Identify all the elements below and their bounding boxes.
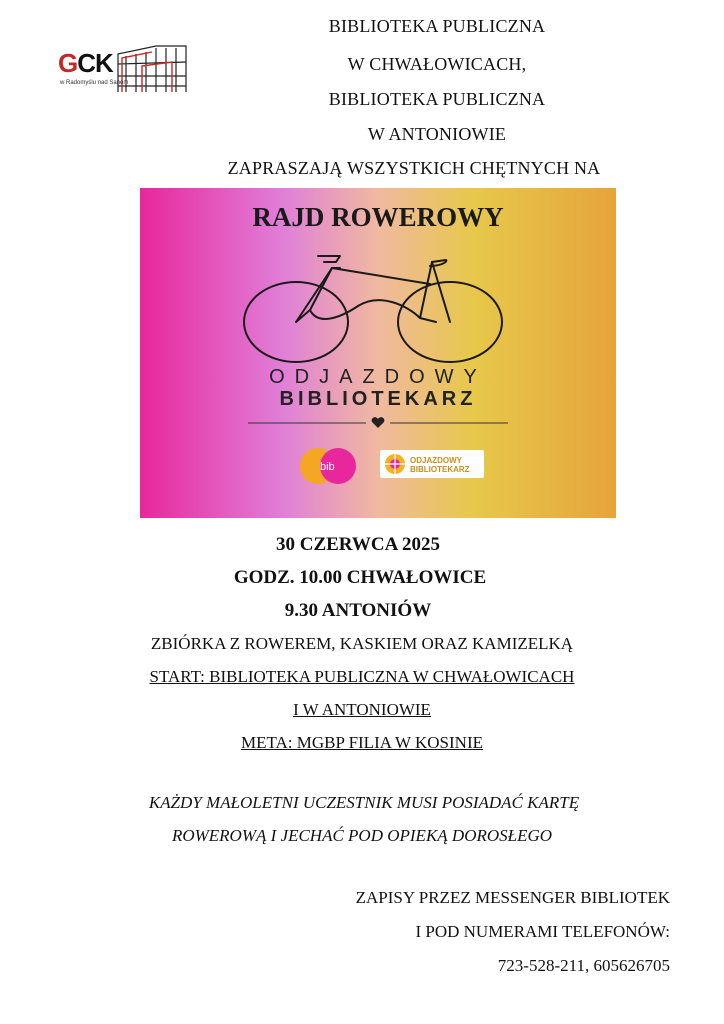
- notice-line-2: ROWEROWĄ I JECHAĆ POD OPIEKĄ DOROSŁEGO: [171, 826, 553, 845]
- banner-brand-line-2: BIBLIOTEKARZ: [279, 388, 477, 410]
- event-gathering: ZBIÓRKA Z ROWEREM, KASKIEM ORAZ KAMIZELKĄ: [150, 634, 574, 653]
- gck-logo-text: GCK: [58, 48, 113, 78]
- registration-line-1: ZAPISY PRZEZ MESSENGER BIBLIOTEK: [355, 888, 670, 907]
- odjazdowy-logo: [380, 450, 484, 478]
- header-line-5: ZAPRASZAJĄ WSZYSTKICH CHĘTNYCH NA: [227, 158, 601, 178]
- event-time-2: 9.30 ANTONIÓW: [284, 600, 432, 621]
- heart-icon: [372, 417, 385, 428]
- header-line-2: W CHWAŁOWICACH,: [347, 54, 527, 74]
- registration-line-2: I POD NUMERAMI TELEFONÓW:: [415, 922, 670, 941]
- odjazdowy-logo-line-2: BIBLIOTEKARZ: [410, 465, 470, 474]
- notice-line-1: KAŻDY MAŁOLETNI UCZESTNIK MUSI POSIADAĆ KARTĘ: [148, 793, 580, 812]
- bib-logo: [294, 446, 364, 486]
- header-line-1: BIBLIOTEKA PUBLICZNA: [328, 16, 546, 36]
- event-time-1: GODZ. 10.00 CHWAŁOWICE: [233, 567, 487, 588]
- bicycle-icon: [240, 248, 510, 366]
- banner-brand-line-1: ODJAZDOWY: [269, 366, 487, 388]
- header-line-4: W ANTONIOWIE: [367, 124, 507, 144]
- odjazdowy-logo-line-1: ODJAZDOWY: [410, 456, 462, 465]
- event-date: 30 CZERWCA 2025: [275, 534, 440, 555]
- divider-heart: [248, 416, 508, 430]
- event-finish: META: MGBP FILIA W KOSINIE: [240, 733, 483, 752]
- banner-title: RAJD ROWEROWY: [252, 202, 504, 232]
- event-start-line-1: START: BIBLIOTEKA PUBLICZNA W CHWAŁOWICACH: [149, 667, 575, 686]
- logo-subtitle: w Radomyślu nad Sanem: [60, 80, 129, 86]
- wheel-icon: [384, 453, 406, 475]
- registration-phones: 723-528-211, 605626705: [497, 956, 670, 975]
- event-banner: [140, 188, 616, 518]
- event-start-line-2: I W ANTONIOWIE: [293, 700, 431, 719]
- bib-logo-text: bib: [320, 461, 335, 473]
- header-line-3: BIBLIOTEKA PUBLICZNA: [328, 89, 546, 109]
